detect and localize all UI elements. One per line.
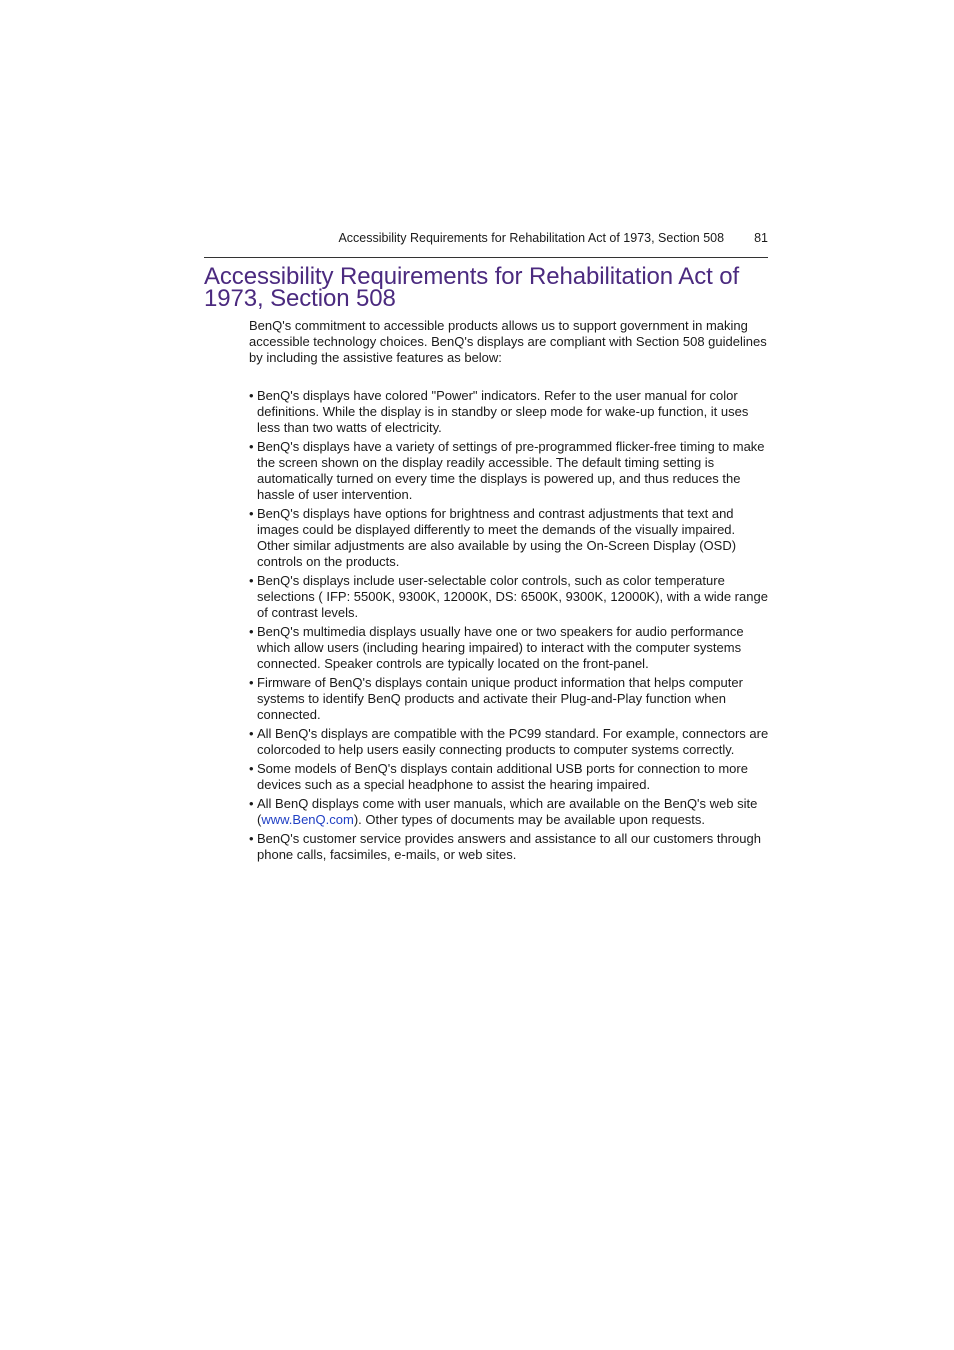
list-item-text: BenQ's customer service provides answers and assistance to all our customers through phone calls, facsimiles, e-mails, or web sites. [257,831,761,862]
list-item-text: All BenQ's displays are compatible with the PC99 standard. For example, connectors are colorcoded to help users easily connecting products to computer systems correctly. [257,726,769,757]
bullet-marker: • [249,388,254,403]
page-title-line-1: Accessibility Requirements for Rehabilitation Act of [204,263,740,290]
list-item [249,573,771,621]
header-divider [204,257,768,258]
bullet-marker: • [249,726,254,741]
list-item-text-after-link: ). Other types of documents may be available upon requests. [353,812,706,827]
list-item-text: BenQ's displays have colored "Power" indicators. Refer to the user manual for color definitions. While the display is in standby or sleep mode for wake-up function, it uses less than two watts of electricity. [257,388,749,435]
page-title [204,263,804,312]
bullet-marker: • [249,796,254,811]
list-item-text: BenQ's displays have options for brightness and contrast adjustments that text and images could be displayed differently to meet the demands of the visually impaired. Other similar adjustments are also available by using the On-Screen Display (OSD) controls on the products. [257,506,737,569]
list-item [249,761,771,793]
bullet-marker: • [249,675,254,690]
running-header-title: Accessibility Requirements for Rehabilitation Act of 1973, Section 508 [338,231,725,245]
list-item-text: BenQ's multimedia displays usually have one or two speakers for audio performance which allow users (including hearing impaired) to interact with the computer systems connected. Speaker controls are typically located on the front-panel. [257,624,744,671]
list-item [249,624,771,672]
running-header [204,229,768,249]
list-item-text-before-link: All BenQ displays come with user manuals, which are available on the BenQ's web site ( [257,796,758,827]
list-item [249,388,771,436]
list-item [249,506,771,570]
list-item [249,726,771,758]
list-item [249,675,771,723]
benq-website-link[interactable]: www.BenQ.com [261,812,354,827]
intro-paragraph: BenQ's commitment to accessible products allows us to support government in making accessible technology choices. BenQ's displays are compliant with Section 508 guidelines by including the assistive features as below: [249,318,767,365]
bullet-marker: • [249,506,254,521]
bullet-marker: • [249,831,254,846]
page-number: 81 [754,231,768,245]
list-item-text: Some models of BenQ's displays contain additional USB ports for connection to more devices such as a special headphone to assist the hearing impaired. [257,761,748,792]
list-item [249,796,771,828]
list-item [249,831,771,863]
list-item-text: BenQ's displays include user-selectable color controls, such as color temperature selections ( IFP: 5500K, 9300K, 12000K, DS: 6500K, 9300K, 12000K), with a wide range of contrast levels. [257,573,768,620]
bullet-marker: • [249,761,254,776]
bullet-marker: • [249,439,254,454]
feature-list [249,388,771,866]
page-title-line-2: 1973, Section 508 [204,285,396,312]
list-item-text: Firmware of BenQ's displays contain unique product information that helps computer systems to identify BenQ products and activate their Plug-and-Play function when connected. [257,675,743,722]
list-item-text: BenQ's displays have a variety of settings of pre-programmed flicker-free timing to make the screen shown on the display readily accessible. The default timing setting is automatically turned on every time the displays is powered up, and thus reduces the hassle of user intervention. [257,439,765,502]
bullet-marker: • [249,624,254,639]
list-item [249,439,771,503]
bullet-marker: • [249,573,254,588]
